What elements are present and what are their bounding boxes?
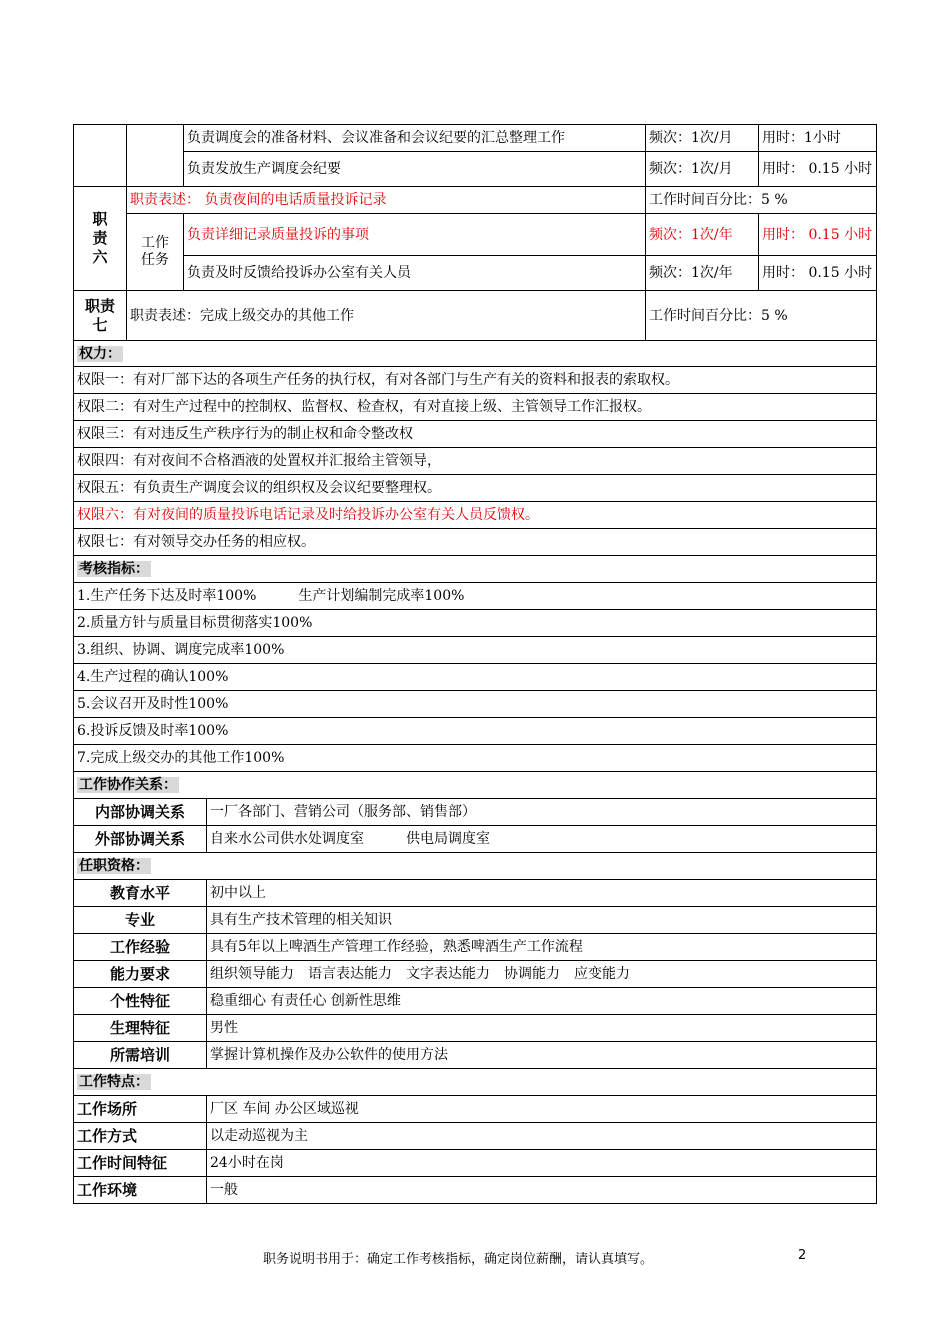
feature-label: 工作场所 bbox=[74, 1096, 207, 1123]
duty7-percent: 工作时间百分比：5 % bbox=[646, 291, 877, 341]
qualification-row bbox=[74, 934, 877, 961]
duty-prev-row-2 bbox=[74, 152, 877, 187]
duty7-row bbox=[74, 291, 877, 341]
task-frequency: 频次：1次/年 bbox=[646, 256, 759, 291]
powers-section-title: 权力： bbox=[74, 341, 877, 367]
qualification-value: 具有生产技术管理的相关知识 bbox=[207, 907, 877, 934]
kpi-item: 5.会议召开及时性100% bbox=[74, 691, 877, 718]
task-frequency: 频次：1次/月 bbox=[646, 125, 759, 152]
task-time: 用时： 0.15 小时 bbox=[759, 214, 877, 256]
feature-label: 工作时间特征 bbox=[74, 1150, 207, 1177]
feature-row bbox=[74, 1096, 877, 1123]
qualification-label: 教育水平 bbox=[74, 880, 207, 907]
feature-value: 以走动巡视为主 bbox=[207, 1123, 877, 1150]
qualification-row bbox=[74, 1015, 877, 1042]
job-description-table bbox=[73, 124, 877, 772]
relation-value: 一厂各部门、营销公司（服务部、销售部） bbox=[207, 799, 877, 826]
duty-prev-row-1 bbox=[74, 125, 877, 152]
feature-row bbox=[74, 1150, 877, 1177]
power-item: 权限四：有对夜间不合格酒液的处置权并汇报给主管领导， bbox=[74, 448, 877, 475]
power-item: 权限二：有对生产过程中的控制权、监督权、检查权，有对直接上级、主管领导工作汇报权。 bbox=[74, 394, 877, 421]
qualification-value: 初中以上 bbox=[207, 880, 877, 907]
qualification-label: 能力要求 bbox=[74, 961, 207, 988]
duty-prev-label-cell bbox=[74, 125, 127, 187]
feature-row bbox=[74, 1177, 877, 1204]
kpi-item: 7.完成上级交办的其他工作100% bbox=[74, 745, 877, 772]
task-time: 用时： 0.15 小时 bbox=[759, 256, 877, 291]
relations-section-title: 工作协作关系： bbox=[74, 772, 877, 799]
qualification-label: 所需培训 bbox=[74, 1042, 207, 1069]
feature-label: 工作环境 bbox=[74, 1177, 207, 1204]
duty6-work-task-label: 工作任务 bbox=[127, 214, 184, 291]
qualification-value: 组织领导能力 语言表达能力 文字表达能力 协调能力 应变能力 bbox=[207, 961, 877, 988]
features-section-title: 工作特点： bbox=[74, 1069, 877, 1096]
kpi-item: 1.生产任务下达及时率100% 生产计划编制完成率100% bbox=[74, 583, 877, 610]
duty6-task-row-2 bbox=[74, 256, 877, 291]
qualification-row bbox=[74, 880, 877, 907]
qualification-label: 生理特征 bbox=[74, 1015, 207, 1042]
duty6-task-row-1 bbox=[74, 214, 877, 256]
relation-label: 内部协调关系 bbox=[74, 799, 207, 826]
qualification-value: 掌握计算机操作及办公软件的使用方法 bbox=[207, 1042, 877, 1069]
feature-value: 24小时在岗 bbox=[207, 1150, 877, 1177]
kpi-item: 4.生产过程的确认100% bbox=[74, 664, 877, 691]
task-time: 用时： 0.15 小时 bbox=[759, 152, 877, 187]
feature-value: 厂区 车间 办公区域巡视 bbox=[207, 1096, 877, 1123]
kpi-item: 2.质量方针与质量目标贯彻落实100% bbox=[74, 610, 877, 637]
qualification-value: 男性 bbox=[207, 1015, 877, 1042]
kpi-item: 3.组织、协调、调度完成率100% bbox=[74, 637, 877, 664]
task-frequency: 频次：1次/年 bbox=[646, 214, 759, 256]
task-text: 负责及时反馈给投诉办公室有关人员 bbox=[184, 256, 646, 291]
relation-value: 自来水公司供水处调度室 供电局调度室 bbox=[207, 826, 877, 853]
relation-label: 外部协调关系 bbox=[74, 826, 207, 853]
relation-row bbox=[74, 826, 877, 853]
feature-row bbox=[74, 1123, 877, 1150]
duty6-statement-row bbox=[74, 187, 877, 214]
task-text: 负责调度会的准备材料、会议准备和会议纪要的汇总整理工作 bbox=[184, 125, 646, 152]
qualification-row bbox=[74, 988, 877, 1015]
power-item: 权限五：有负责生产调度会议的组织权及会议纪要整理权。 bbox=[74, 475, 877, 502]
feature-value: 一般 bbox=[207, 1177, 877, 1204]
task-text: 负责详细记录质量投诉的事项 bbox=[184, 214, 646, 256]
job-description-page bbox=[73, 124, 876, 1204]
task-text: 负责发放生产调度会纪要 bbox=[184, 152, 646, 187]
kpi-section-title: 考核指标： bbox=[74, 556, 877, 583]
qualification-value: 具有5年以上啤酒生产管理工作经验，熟悉啤酒生产工作流程 bbox=[207, 934, 877, 961]
feature-label: 工作方式 bbox=[74, 1123, 207, 1150]
duty6-statement: 职责表述： 负责夜间的电话质量投诉记录 bbox=[127, 187, 646, 214]
footer-text: 职务说明书用于：确定工作考核指标，确定岗位薪酬，请认真填写。 bbox=[263, 1252, 654, 1267]
qualification-row bbox=[74, 961, 877, 988]
job-requirements-table bbox=[73, 771, 877, 1204]
page-number: 2 bbox=[798, 1248, 807, 1263]
duty-prev-task-label-cell bbox=[127, 125, 184, 187]
qualification-label: 专业 bbox=[74, 907, 207, 934]
task-time: 用时：1小时 bbox=[759, 125, 877, 152]
qualification-label: 工作经验 bbox=[74, 934, 207, 961]
task-frequency: 频次：1次/月 bbox=[646, 152, 759, 187]
duty7-statement: 职责表述：完成上级交办的其他工作 bbox=[127, 291, 646, 341]
qualification-row bbox=[74, 1042, 877, 1069]
kpi-item: 6.投诉反馈及时率100% bbox=[74, 718, 877, 745]
power-item: 权限七：有对领导交办任务的相应权。 bbox=[74, 529, 877, 556]
duty6-percent: 工作时间百分比：5 % bbox=[646, 187, 877, 214]
power-item: 权限三：有对违反生产秩序行为的制止权和命令整改权 bbox=[74, 421, 877, 448]
qualifications-section-title: 任职资格： bbox=[74, 853, 877, 880]
power-item: 权限六：有对夜间的质量投诉电话记录及时给投诉办公室有关人员反馈权。 bbox=[74, 502, 877, 529]
power-item: 权限一：有对厂部下达的各项生产任务的执行权，有对各部门与生产有关的资料和报表的索取权。 bbox=[74, 367, 877, 394]
duty6-label: 职责六 bbox=[74, 187, 127, 291]
qualification-label: 个性特征 bbox=[74, 988, 207, 1015]
duty7-label: 职责七 bbox=[74, 291, 127, 341]
relation-row bbox=[74, 799, 877, 826]
qualification-value: 稳重细心 有责任心 创新性思维 bbox=[207, 988, 877, 1015]
qualification-row bbox=[74, 907, 877, 934]
